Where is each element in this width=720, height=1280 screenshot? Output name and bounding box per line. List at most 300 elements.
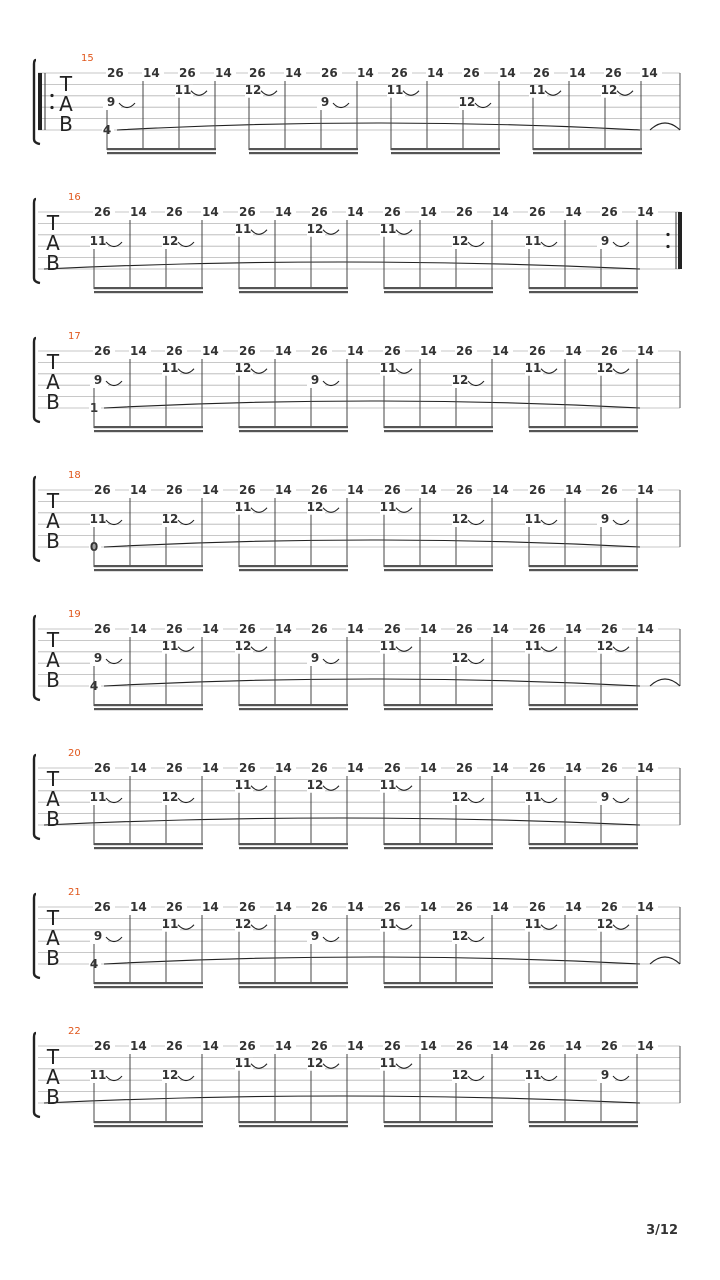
beam bbox=[94, 426, 203, 428]
tab-system bbox=[34, 887, 680, 988]
beam bbox=[529, 287, 638, 289]
repeat-dot bbox=[666, 233, 669, 236]
fret-number: 26 bbox=[311, 900, 328, 914]
fret-number: 26 bbox=[311, 761, 328, 775]
fret-number: 26 bbox=[321, 66, 338, 80]
tab-clef-letter: A bbox=[46, 231, 60, 255]
fret-number: 14 bbox=[347, 344, 364, 358]
beam bbox=[529, 708, 638, 710]
fret-number: 26 bbox=[239, 900, 256, 914]
fret-number: 26 bbox=[239, 1039, 256, 1053]
measure-number: 17 bbox=[68, 331, 81, 342]
fret-number: 14 bbox=[637, 622, 654, 636]
fret-number: 26 bbox=[384, 900, 401, 914]
fret-number: 26 bbox=[384, 622, 401, 636]
fret-number: 26 bbox=[94, 761, 111, 775]
tab-systems bbox=[34, 53, 682, 1127]
beam bbox=[239, 430, 348, 432]
fret-number: 12 bbox=[161, 1068, 179, 1083]
fret-number: 14 bbox=[202, 1039, 219, 1053]
tie-arc bbox=[178, 647, 194, 652]
tie-arc bbox=[251, 647, 267, 652]
fret-number: 14 bbox=[427, 66, 444, 80]
fret-number: 26 bbox=[529, 1039, 546, 1053]
fret-number: 9 bbox=[310, 929, 320, 944]
let-ring-arc bbox=[104, 679, 640, 686]
tie-arc bbox=[541, 647, 557, 652]
beam bbox=[239, 708, 348, 710]
repeat-end-thick-bar bbox=[678, 212, 682, 269]
fret-number: 11 bbox=[379, 638, 397, 653]
fret-number: 14 bbox=[420, 205, 437, 219]
fret-number: 26 bbox=[456, 761, 473, 775]
beam bbox=[94, 843, 203, 845]
fret-number: 14 bbox=[637, 1039, 654, 1053]
beam bbox=[384, 287, 493, 289]
beam bbox=[239, 565, 348, 567]
tie-arc bbox=[323, 1064, 339, 1069]
page-number: 3/12 bbox=[646, 1223, 678, 1238]
fret-number: 14 bbox=[130, 900, 147, 914]
fret-number: 12 bbox=[306, 777, 324, 792]
fret-number: 9 bbox=[106, 95, 116, 110]
tie-arc bbox=[251, 925, 267, 930]
fret-number: 26 bbox=[605, 66, 622, 80]
measure-number: 21 bbox=[68, 887, 81, 898]
fret-number: 0 bbox=[89, 540, 99, 554]
fret-number: 26 bbox=[601, 900, 618, 914]
beam bbox=[94, 569, 203, 571]
measure-number: 20 bbox=[68, 748, 81, 759]
beam bbox=[529, 1121, 638, 1123]
beam bbox=[384, 704, 493, 706]
beam bbox=[239, 569, 348, 571]
fret-number: 14 bbox=[275, 622, 292, 636]
fret-number: 14 bbox=[275, 761, 292, 775]
fret-number: 12 bbox=[596, 638, 614, 653]
tie-arc bbox=[251, 508, 267, 513]
fret-number: 26 bbox=[239, 344, 256, 358]
tab-system bbox=[34, 53, 680, 154]
fret-number: 26 bbox=[311, 622, 328, 636]
fret-number: 26 bbox=[166, 1039, 183, 1053]
beam bbox=[239, 704, 348, 706]
fret-number: 11 bbox=[161, 638, 179, 653]
fret-number: 14 bbox=[492, 761, 509, 775]
fret-number: 26 bbox=[456, 622, 473, 636]
fret-number: 9 bbox=[600, 1068, 610, 1083]
fret-number: 26 bbox=[529, 622, 546, 636]
fret-number: 14 bbox=[492, 622, 509, 636]
fret-number: 14 bbox=[130, 205, 147, 219]
beam bbox=[384, 982, 493, 984]
tab-system bbox=[34, 748, 680, 849]
let-ring-arc bbox=[104, 401, 640, 408]
fret-number: 14 bbox=[275, 900, 292, 914]
fret-number: 14 bbox=[347, 622, 364, 636]
fret-number: 26 bbox=[463, 66, 480, 80]
fret-number: 26 bbox=[94, 483, 111, 497]
tie-arc bbox=[545, 91, 561, 96]
fret-number: 26 bbox=[601, 622, 618, 636]
fret-number: 26 bbox=[601, 205, 618, 219]
fret-number: 14 bbox=[202, 344, 219, 358]
fret-number: 9 bbox=[310, 373, 320, 388]
tab-system bbox=[34, 470, 680, 571]
fret-number: 11 bbox=[524, 360, 542, 375]
fret-number: 12 bbox=[306, 499, 324, 514]
fret-number: 11 bbox=[524, 1068, 542, 1083]
fret-number: 9 bbox=[600, 790, 610, 805]
fret-number: 14 bbox=[641, 66, 658, 80]
beam bbox=[94, 287, 203, 289]
let-ring-arc bbox=[44, 1096, 640, 1103]
tie-arc bbox=[178, 925, 194, 930]
fret-number: 14 bbox=[420, 900, 437, 914]
fret-number: 26 bbox=[311, 344, 328, 358]
fret-number: 26 bbox=[239, 761, 256, 775]
tab-clef-letter: A bbox=[46, 926, 60, 950]
fret-number: 11 bbox=[379, 360, 397, 375]
beam bbox=[94, 986, 203, 988]
fret-number: 26 bbox=[239, 622, 256, 636]
beam bbox=[239, 843, 348, 845]
beam bbox=[94, 982, 203, 984]
repeat-dot bbox=[50, 106, 53, 109]
tab-clef-letter: T bbox=[46, 1045, 60, 1069]
fret-number: 26 bbox=[166, 344, 183, 358]
tie-arc bbox=[396, 230, 412, 235]
fret-number: 14 bbox=[420, 344, 437, 358]
fret-number: 26 bbox=[166, 622, 183, 636]
fret-number: 12 bbox=[451, 929, 469, 944]
fret-number: 11 bbox=[89, 1068, 107, 1083]
fret-number: 14 bbox=[565, 1039, 582, 1053]
tie-arc bbox=[323, 786, 339, 791]
beam bbox=[391, 152, 500, 154]
tab-clef-letter: A bbox=[59, 92, 73, 116]
fret-number: 14 bbox=[499, 66, 516, 80]
fret-number: 26 bbox=[384, 483, 401, 497]
fret-number: 14 bbox=[637, 344, 654, 358]
fret-number: 11 bbox=[89, 790, 107, 805]
tab-clef-letter: T bbox=[46, 211, 60, 235]
fret-number: 26 bbox=[94, 622, 111, 636]
tab-clef-letter: B bbox=[46, 1085, 60, 1109]
beam bbox=[249, 152, 358, 154]
fret-number: 12 bbox=[451, 790, 469, 805]
tab-clef-letter: T bbox=[46, 906, 60, 930]
fret-number: 26 bbox=[384, 1039, 401, 1053]
beam bbox=[384, 565, 493, 567]
beam bbox=[529, 843, 638, 845]
fret-number: 11 bbox=[524, 512, 542, 527]
fret-number: 14 bbox=[275, 1039, 292, 1053]
fret-number: 11 bbox=[89, 234, 107, 249]
fret-number: 12 bbox=[234, 916, 252, 931]
let-ring-arc bbox=[44, 818, 640, 825]
beam bbox=[529, 982, 638, 984]
measure-number: 22 bbox=[68, 1026, 81, 1037]
beam bbox=[529, 1125, 638, 1127]
tie-arc bbox=[396, 1064, 412, 1069]
fret-number: 4 bbox=[89, 957, 99, 971]
fret-number: 14 bbox=[565, 900, 582, 914]
fret-number: 14 bbox=[565, 205, 582, 219]
beam bbox=[107, 148, 216, 150]
tab-system bbox=[34, 609, 680, 710]
beam bbox=[384, 430, 493, 432]
fret-number: 14 bbox=[347, 900, 364, 914]
tie-out-arc bbox=[650, 679, 680, 686]
fret-number: 11 bbox=[174, 82, 192, 97]
fret-number: 14 bbox=[130, 1039, 147, 1053]
tab-clef-letter: A bbox=[46, 370, 60, 394]
fret-number: 11 bbox=[524, 638, 542, 653]
tab-clef-letter: B bbox=[46, 390, 60, 414]
fret-number: 9 bbox=[310, 651, 320, 666]
fret-number: 11 bbox=[379, 1055, 397, 1070]
fret-number: 9 bbox=[93, 373, 103, 388]
fret-number: 26 bbox=[601, 344, 618, 358]
tab-clef-letter: T bbox=[59, 72, 73, 96]
fret-number: 12 bbox=[596, 916, 614, 931]
fret-number: 26 bbox=[107, 66, 124, 80]
fret-number: 9 bbox=[320, 95, 330, 110]
beam bbox=[529, 569, 638, 571]
beam bbox=[529, 426, 638, 428]
beam bbox=[94, 1125, 203, 1127]
fret-number: 12 bbox=[458, 95, 476, 110]
fret-number: 12 bbox=[244, 82, 262, 97]
fret-number: 26 bbox=[239, 205, 256, 219]
tab-clef-letter: B bbox=[59, 112, 73, 136]
fret-number: 12 bbox=[234, 638, 252, 653]
fret-number: 14 bbox=[202, 483, 219, 497]
fret-number: 14 bbox=[130, 622, 147, 636]
fret-number: 26 bbox=[456, 205, 473, 219]
fret-number: 26 bbox=[456, 1039, 473, 1053]
fret-number: 26 bbox=[384, 344, 401, 358]
tie-arc bbox=[613, 647, 629, 652]
fret-number: 11 bbox=[379, 221, 397, 236]
fret-number: 14 bbox=[420, 483, 437, 497]
repeat-start-thick-bar bbox=[38, 73, 42, 130]
fret-number: 11 bbox=[379, 916, 397, 931]
tie-arc bbox=[396, 369, 412, 374]
beam bbox=[249, 148, 358, 150]
fret-number: 26 bbox=[456, 483, 473, 497]
fret-number: 26 bbox=[601, 483, 618, 497]
fret-number: 11 bbox=[386, 82, 404, 97]
fret-number: 14 bbox=[569, 66, 586, 80]
tie-arc bbox=[191, 91, 207, 96]
beam bbox=[529, 291, 638, 293]
fret-number: 12 bbox=[451, 651, 469, 666]
tie-out-arc bbox=[650, 957, 680, 964]
fret-number: 9 bbox=[93, 929, 103, 944]
tab-clef-letter: B bbox=[46, 807, 60, 831]
fret-number: 12 bbox=[451, 1068, 469, 1083]
beam bbox=[529, 704, 638, 706]
fret-number: 14 bbox=[347, 205, 364, 219]
fret-number: 14 bbox=[275, 344, 292, 358]
beam bbox=[239, 291, 348, 293]
fret-number: 26 bbox=[533, 66, 550, 80]
let-ring-arc bbox=[104, 957, 640, 964]
tie-arc bbox=[396, 925, 412, 930]
tab-clef-letter: T bbox=[46, 350, 60, 374]
fret-number: 26 bbox=[529, 761, 546, 775]
repeat-dot bbox=[50, 94, 53, 97]
fret-number: 14 bbox=[130, 344, 147, 358]
fret-number: 14 bbox=[492, 1039, 509, 1053]
fret-number: 14 bbox=[492, 900, 509, 914]
fret-number: 14 bbox=[637, 483, 654, 497]
fret-number: 14 bbox=[565, 622, 582, 636]
fret-number: 11 bbox=[234, 499, 252, 514]
fret-number: 26 bbox=[384, 761, 401, 775]
fret-number: 12 bbox=[451, 234, 469, 249]
beam bbox=[529, 986, 638, 988]
beam bbox=[94, 704, 203, 706]
fret-number: 14 bbox=[492, 344, 509, 358]
let-ring-arc bbox=[104, 540, 640, 547]
fret-number: 14 bbox=[492, 483, 509, 497]
fret-number: 4 bbox=[102, 123, 112, 137]
fret-number: 11 bbox=[524, 790, 542, 805]
fret-number: 12 bbox=[451, 512, 469, 527]
tab-clef-letter: B bbox=[46, 529, 60, 553]
measure-number: 16 bbox=[68, 192, 81, 203]
tie-arc bbox=[178, 369, 194, 374]
fret-number: 11 bbox=[234, 221, 252, 236]
fret-number: 26 bbox=[166, 483, 183, 497]
tie-arc bbox=[251, 786, 267, 791]
fret-number: 26 bbox=[529, 900, 546, 914]
beam bbox=[533, 148, 642, 150]
fret-number: 26 bbox=[529, 205, 546, 219]
tab-clef-letter: T bbox=[46, 628, 60, 652]
fret-number: 14 bbox=[420, 761, 437, 775]
fret-number: 26 bbox=[529, 483, 546, 497]
tie-arc bbox=[396, 786, 412, 791]
fret-number: 14 bbox=[637, 205, 654, 219]
beam bbox=[384, 1121, 493, 1123]
tie-arc bbox=[251, 369, 267, 374]
tie-arc bbox=[403, 91, 419, 96]
fret-number: 12 bbox=[451, 373, 469, 388]
fret-number: 11 bbox=[524, 234, 542, 249]
fret-number: 14 bbox=[143, 66, 160, 80]
fret-number: 11 bbox=[234, 777, 252, 792]
fret-number: 26 bbox=[94, 1039, 111, 1053]
fret-number: 12 bbox=[161, 234, 179, 249]
fret-number: 14 bbox=[637, 761, 654, 775]
tie-arc bbox=[613, 925, 629, 930]
fret-number: 26 bbox=[166, 900, 183, 914]
beam bbox=[384, 1125, 493, 1127]
fret-number: 26 bbox=[311, 1039, 328, 1053]
fret-number: 12 bbox=[161, 512, 179, 527]
beam bbox=[384, 986, 493, 988]
tie-arc bbox=[541, 925, 557, 930]
fret-number: 14 bbox=[130, 483, 147, 497]
fret-number: 14 bbox=[357, 66, 374, 80]
fret-number: 14 bbox=[275, 483, 292, 497]
beam bbox=[384, 708, 493, 710]
repeat-dot bbox=[666, 245, 669, 248]
fret-number: 26 bbox=[179, 66, 196, 80]
fret-number: 26 bbox=[249, 66, 266, 80]
let-ring-arc bbox=[44, 262, 640, 269]
let-ring-arc bbox=[117, 123, 640, 130]
fret-number: 12 bbox=[600, 82, 618, 97]
beam bbox=[94, 708, 203, 710]
fret-number: 26 bbox=[239, 483, 256, 497]
tab-system bbox=[34, 331, 680, 432]
fret-number: 12 bbox=[596, 360, 614, 375]
measure-number: 15 bbox=[81, 53, 94, 64]
tab-clef-letter: A bbox=[46, 1065, 60, 1089]
beam bbox=[239, 982, 348, 984]
fret-number: 14 bbox=[637, 900, 654, 914]
fret-number: 14 bbox=[347, 761, 364, 775]
fret-number: 26 bbox=[601, 1039, 618, 1053]
tab-system bbox=[34, 192, 682, 293]
tie-arc bbox=[396, 647, 412, 652]
beam bbox=[94, 291, 203, 293]
fret-number: 14 bbox=[202, 900, 219, 914]
tab-clef-letter: A bbox=[46, 648, 60, 672]
fret-number: 14 bbox=[420, 1039, 437, 1053]
fret-number: 11 bbox=[524, 916, 542, 931]
fret-number: 12 bbox=[161, 790, 179, 805]
beam bbox=[529, 565, 638, 567]
fret-number: 11 bbox=[161, 916, 179, 931]
tab-clef-letter: A bbox=[46, 787, 60, 811]
fret-number: 26 bbox=[94, 205, 111, 219]
beam bbox=[239, 1125, 348, 1127]
tie-arc bbox=[617, 91, 633, 96]
tie-arc bbox=[261, 91, 277, 96]
beam bbox=[239, 426, 348, 428]
tie-arc bbox=[323, 230, 339, 235]
fret-number: 1 bbox=[89, 401, 99, 415]
tie-out-arc bbox=[650, 123, 680, 130]
fret-number: 9 bbox=[93, 651, 103, 666]
tab-clef-letter: B bbox=[46, 946, 60, 970]
fret-number: 14 bbox=[420, 622, 437, 636]
fret-number: 14 bbox=[202, 622, 219, 636]
fret-number: 14 bbox=[347, 1039, 364, 1053]
beam bbox=[391, 148, 500, 150]
fret-number: 26 bbox=[94, 344, 111, 358]
fret-number: 26 bbox=[166, 761, 183, 775]
fret-number: 9 bbox=[600, 234, 610, 249]
fret-number: 14 bbox=[215, 66, 232, 80]
fret-number: 26 bbox=[529, 344, 546, 358]
fret-number: 26 bbox=[456, 900, 473, 914]
fret-number: 14 bbox=[202, 761, 219, 775]
tie-arc bbox=[541, 369, 557, 374]
beam bbox=[94, 1121, 203, 1123]
beam bbox=[239, 1121, 348, 1123]
fret-number: 12 bbox=[234, 360, 252, 375]
fret-number: 26 bbox=[391, 66, 408, 80]
beam bbox=[94, 430, 203, 432]
beam bbox=[384, 291, 493, 293]
